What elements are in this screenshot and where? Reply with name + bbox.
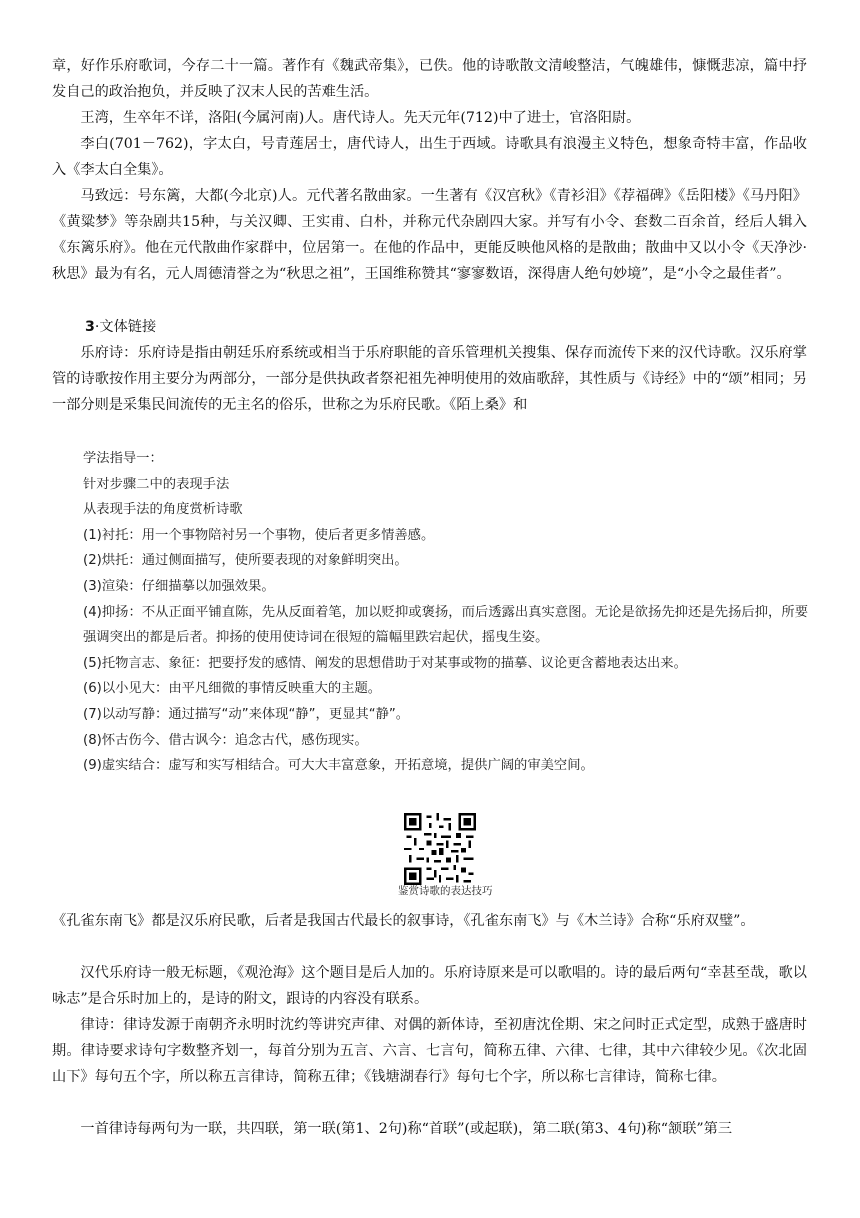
guide-item-symbolism: (5)托物言志、象征：把要抒发的感情、阐发的思想借助于对某事或物的描摹、议论更含蓄地表达出来。 (83, 655, 687, 671)
paragraph-lvshi-definition: 律诗：律诗发源于南朝齐永明时沈约等讲究声律、对偶的新体诗，至初唐沈佺期、宋之问时正式定型，成熟于盛唐时期。律诗要求诗句字数整齐划一，每首分别为五言、六言、七言句，简称五律、六律、七律，其中六律较少见。《次北固山下》每句五个字，所以称五言律诗，简称五律；《钱塘湖春行》每句七个字，所以称七言律诗，简称七律。 (52, 1017, 807, 1085)
paragraph-ma-zhiyuan-bio: 马致远：号东篱，大都(今北京)人。元代著名散曲家。一生著有《汉宫秋》《青衫泪》《荐福碑》《岳阳楼》《马丹阳》《黄粱梦》等杂剧共15种，与关汉卿、王实甫、白朴，并称元代杂剧四大家。并写有小令、套数二百余首，经后人辑入《东篱乐府》。他在元代散曲作家群中，位居第一。在他的作品中，更能反映他风格的是散曲；散曲中又以小令《天净沙·秋思》最为有名，元人周德清誉之为“秋思之祖”，王国维称赞其“寥寥数语，深得唐人绝句妙境”，是“小令之最佳者”。 (52, 188, 807, 282)
guide-title: 学法指导一： (83, 451, 163, 466)
guide-item-suppress-praise: (4)抑扬：不从正面平铺直陈，先从反面着笔，加以贬抑或褒扬，而后透露出真实意图。无论是欲扬先抑还是先扬后抑，所要强调突出的都是后者。抑扬的使用使诗词在很短的篇幅里跌宕起伏，摇曳生姿。 (83, 604, 808, 646)
paragraph-wang-wan-bio: 王湾，生卒年不详，洛阳(今属河南)人。唐代诗人。先天元年(712)中了进士，官洛阳尉。 (80, 110, 641, 126)
guide-subtitle-1: 针对步骤二中的表现手法 (83, 476, 230, 492)
guide-item-virtual-real: (9)虚实结合：虚写和实写相结合。可大大丰富意象，开拓意境，提供广阔的审美空间。 (83, 758, 594, 774)
guide-item-contrast: (1)衬托：用一个事物陪衬另一个事物，使后者更多情善感。 (83, 527, 435, 543)
paragraph-han-yuefu-titles: 汉代乐府诗一般无标题，《观沧海》这个题目是后人加的。乐府诗原来是可以歌唱的。诗的最后两句“幸甚至哉，歌以咏志”是合乐时加上的，是诗的附文，跟诗的内容没有联系。 (52, 965, 807, 1007)
study-guide-box (83, 446, 808, 779)
section-heading-genre-link (85, 314, 156, 340)
paragraph-li-bai-bio: 李白(701－762)，字太白，号青莲居士，唐代诗人，出生于西域。诗歌具有浪漫主义特色，想象奇特丰富，作品收入《李太白全集》。 (52, 136, 807, 178)
qr-code-icon[interactable] (404, 813, 476, 885)
paragraph-yuefu-shuangbi: 《孔雀东南飞》都是汉乐府民歌，后者是我国古代最长的叙事诗，《孔雀东南飞》与《木兰诗》合称“乐府双璧”。 (52, 913, 755, 929)
paragraph-yuefu-definition: 乐府诗：乐府诗是指由朝廷乐府系统或相当于乐府职能的音乐管理机关搜集、保存而流传下来的汉代诗歌。汉乐府掌管的诗歌按作用主要分为两部分，一部分是供执政者祭祀祖先神明使用的效庙歌辞，其性质与《诗经》中的“颂”相同；另一部分则是采集民间流传的无主名的俗乐，世称之为乐府民歌。《陌上桑》和 (52, 345, 807, 413)
paragraph-lvshi-couplets: 一首律诗每两句为一联，共四联，第一联(第1、2句)称“首联”(或起联)，第二联(第3、4句)称“颔联”第三 (80, 1121, 733, 1137)
guide-subtitle-2: 从表现手法的角度赏析诗歌 (83, 502, 243, 518)
guide-item-render: (3)渲染：仔细描摹以加强效果。 (83, 578, 275, 594)
guide-item-nostalgia: (8)怀古伤今、借古讽今：追念古代，感伤现实。 (83, 732, 368, 748)
guide-item-setoff: (2)烘托：通过侧面描写，使所要表现的对象鲜明突出。 (83, 553, 408, 569)
qr-caption: 鉴赏诗歌的表达技巧 (398, 885, 493, 897)
section-number: 3 (85, 319, 95, 335)
guide-item-motion-stillness: (7)以动写静：通过描写“动”来体现“静”，更显其“静”。 (83, 706, 410, 722)
paragraph-cao-cao-bio: 章，好作乐府歌词，今存二十一篇。著作有《魏武帝集》，已佚。他的诗歌散文清峻整洁，气魄雄伟，慷慨悲凉，篇中抒发自己的政治抱负，并反映了汉末人民的苦难生活。 (52, 58, 807, 100)
guide-item-small-to-big: (6)以小见大：由平凡细微的事情反映重大的主题。 (83, 681, 382, 697)
section-title: ·文体链接 (94, 319, 157, 335)
